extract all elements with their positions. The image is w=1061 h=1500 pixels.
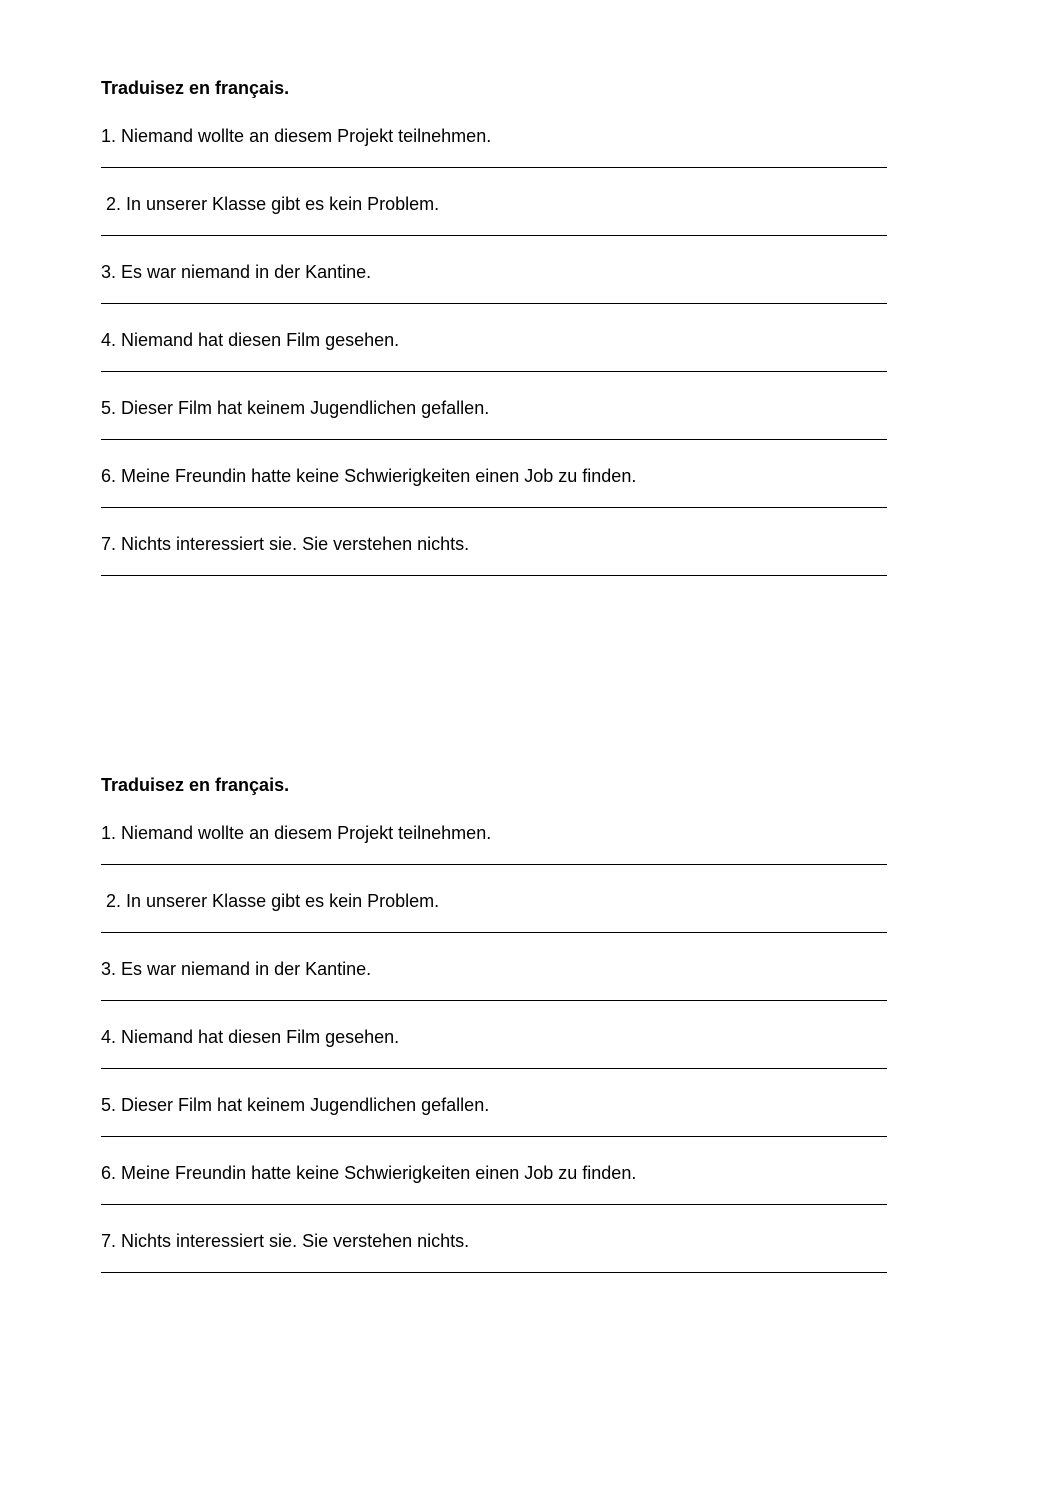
exercise-item [101, 1161, 887, 1229]
exercise-prompt: 5. Dieser Film hat keinem Jugendlichen gefallen. [101, 398, 490, 418]
exercise-item [101, 396, 887, 464]
exercise-item [101, 1025, 887, 1093]
exercise-item [101, 328, 887, 396]
answer-line [101, 575, 887, 576]
answer-line [101, 303, 887, 304]
answer-line [101, 371, 887, 372]
exercise-prompt: 5. Dieser Film hat keinem Jugendlichen gefallen. [101, 1095, 490, 1115]
answer-line [101, 1136, 887, 1137]
answer-line [101, 439, 887, 440]
worksheet-bottom [101, 773, 887, 1297]
answer-line [101, 1000, 887, 1001]
answer-line [101, 1272, 887, 1273]
exercise-prompt: 3. Es war niemand in der Kantine. [101, 262, 372, 282]
answer-line [101, 167, 887, 168]
worksheet-title: Traduisez en français. [101, 78, 290, 98]
worksheet-top [101, 76, 887, 600]
answer-line [101, 1204, 887, 1205]
exercise-item [101, 124, 887, 192]
exercise-prompt: 6. Meine Freundin hatte keine Schwierigkeiten einen Job zu finden. [101, 466, 637, 486]
exercise-prompt: 2. In unserer Klasse gibt es kein Problem. [101, 194, 440, 214]
answer-line [101, 1068, 887, 1069]
exercise-prompt: 7. Nichts interessiert sie. Sie verstehen nichts. [101, 1231, 470, 1251]
exercise-prompt: 1. Niemand wollte an diesem Projekt teilnehmen. [101, 823, 492, 843]
answer-line [101, 932, 887, 933]
exercise-prompt: 3. Es war niemand in der Kantine. [101, 959, 372, 979]
exercise-prompt: 4. Niemand hat diesen Film gesehen. [101, 1027, 400, 1047]
exercise-item [101, 464, 887, 532]
exercise-item [101, 1093, 887, 1161]
exercise-prompt: 4. Niemand hat diesen Film gesehen. [101, 330, 400, 350]
exercise-item [101, 260, 887, 328]
exercise-item [101, 1229, 887, 1297]
answer-line [101, 864, 887, 865]
exercise-prompt: 2. In unserer Klasse gibt es kein Problem. [101, 891, 440, 911]
exercise-prompt: 7. Nichts interessiert sie. Sie verstehen nichts. [101, 534, 470, 554]
worksheet-title: Traduisez en français. [101, 775, 290, 795]
exercise-item [101, 821, 887, 889]
exercise-prompt: 6. Meine Freundin hatte keine Schwierigkeiten einen Job zu finden. [101, 1163, 637, 1183]
answer-line [101, 507, 887, 508]
answer-line [101, 235, 887, 236]
exercise-prompt: 1. Niemand wollte an diesem Projekt teilnehmen. [101, 126, 492, 146]
exercise-item [101, 532, 887, 600]
exercise-item [101, 192, 887, 260]
exercise-item [101, 957, 887, 1025]
exercise-item [101, 889, 887, 957]
